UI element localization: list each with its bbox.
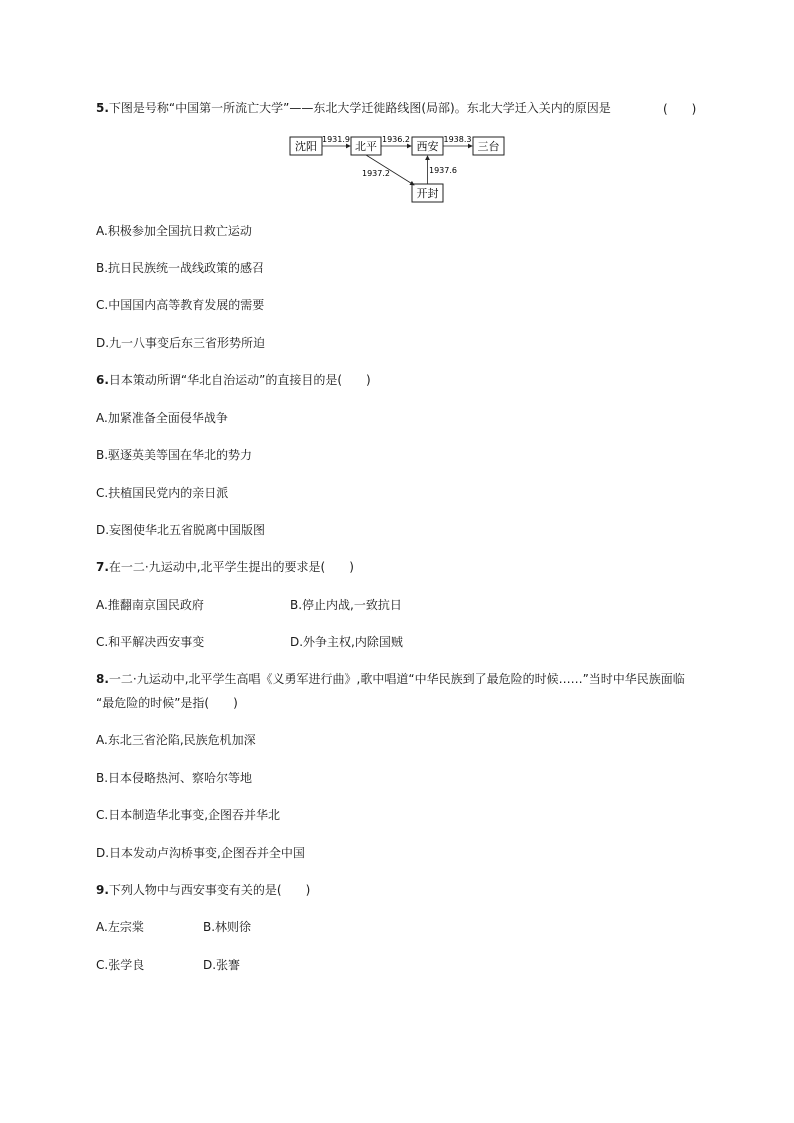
q5-option-c: C.中国国内高等教育发展的需要 [96, 298, 265, 312]
q8-option-d: D.日本发动卢沟桥事变,企图吞并全中国 [96, 846, 305, 860]
node-beiping [351, 137, 381, 155]
q5-stem [96, 100, 611, 116]
svg-text:1936.2: 1936.2 [382, 135, 410, 144]
q8-option-b: B.日本侵略热河、察哈尔等地 [96, 771, 253, 785]
q5-option-d: D.九一八事变后东三省形势所迫 [96, 336, 266, 350]
q8-option-c: C.日本制造华北事变,企图吞并华北 [96, 808, 281, 822]
q6-number: 6. [96, 373, 109, 387]
node-kaifeng [412, 184, 443, 202]
q5-option-b: B.抗日民族统一战线政策的感召 [96, 261, 265, 275]
q9-option-a: A.左宗棠 [96, 920, 144, 934]
svg-text:三台: 三台 [477, 140, 500, 153]
svg-text:1938.3: 1938.3 [443, 135, 472, 144]
q8-stem-text-1: 一二·九运动中,北平学生高唱《义勇军进行曲》,歌中唱道“中华民族到了最危险的时候……”当时中华民族面临 [108, 672, 685, 686]
svg-text:1937.2: 1937.2 [362, 169, 390, 178]
q6-option-d: D.妄图使华北五省脱离中国版图 [96, 523, 266, 537]
q5-option-a: A.积极参加全国抗日救亡运动 [96, 224, 252, 238]
edge-shenyang-beiping [322, 135, 350, 146]
q6-stem [96, 372, 371, 388]
q8-option-a: A.东北三省沦陷,民族危机加深 [96, 733, 256, 747]
q5-answer-paren: ( ) [663, 102, 697, 116]
node-santai [473, 137, 504, 155]
q7-option-a: A.推翻南京国民政府 [96, 598, 204, 612]
q7-stem-text: 在一二·九运动中,北平学生提出的要求是( ) [108, 560, 354, 574]
node-shenyang [290, 137, 322, 155]
q9-stem [96, 882, 310, 898]
q8-stem-line2: “最危险的时候”是指( ) [96, 696, 238, 710]
node-xian [412, 137, 443, 155]
q9-number: 9. [96, 883, 109, 897]
q7-option-c: C.和平解决西安事变 [96, 635, 205, 649]
q8-number: 8. [96, 672, 109, 686]
q7-option-b: B.停止内战,一致抗日 [290, 598, 402, 612]
svg-text:北平: 北平 [355, 140, 377, 153]
q7-number: 7. [96, 560, 109, 574]
edge-beiping-xian [381, 135, 411, 146]
edge-beiping-kaifeng [362, 155, 414, 185]
q6-option-b: B.驱逐英美等国在华北的势力 [96, 448, 253, 462]
q5-number: 5. [96, 101, 109, 115]
q9-stem-text: 下列人物中与西安事变有关的是( ) [108, 883, 311, 897]
svg-text:沈阳: 沈阳 [295, 140, 317, 153]
q5-stem-text: 下图是号称“中国第一所流亡大学”——东北大学迁徙路线图(局部)。东北大学迁入关内的原因是 [108, 101, 611, 115]
q9-option-b: B.林则徐 [203, 920, 252, 934]
q9-option-d: D.张謇 [203, 958, 241, 972]
svg-text:1931.9: 1931.9 [322, 135, 350, 144]
q6-option-c: C.扶植国民党内的亲日派 [96, 486, 229, 500]
svg-text:1937.6: 1937.6 [429, 166, 457, 175]
q7-stem [96, 559, 354, 575]
q9-option-c: C.张学良 [96, 958, 145, 972]
edge-kaifeng-xian [428, 156, 458, 184]
q7-option-d: D.外争主权,内除国贼 [290, 635, 403, 649]
svg-text:开封: 开封 [416, 187, 439, 200]
edge-xian-santai [443, 135, 472, 146]
q8-stem-line1 [96, 671, 685, 687]
q6-option-a: A.加紧准备全面侵华战争 [96, 411, 228, 425]
q6-stem-text: 日本策动所谓“华北自治运动”的直接目的是( ) [108, 373, 371, 387]
svg-text:西安: 西安 [416, 140, 439, 153]
migration-route-diagram [288, 132, 508, 206]
